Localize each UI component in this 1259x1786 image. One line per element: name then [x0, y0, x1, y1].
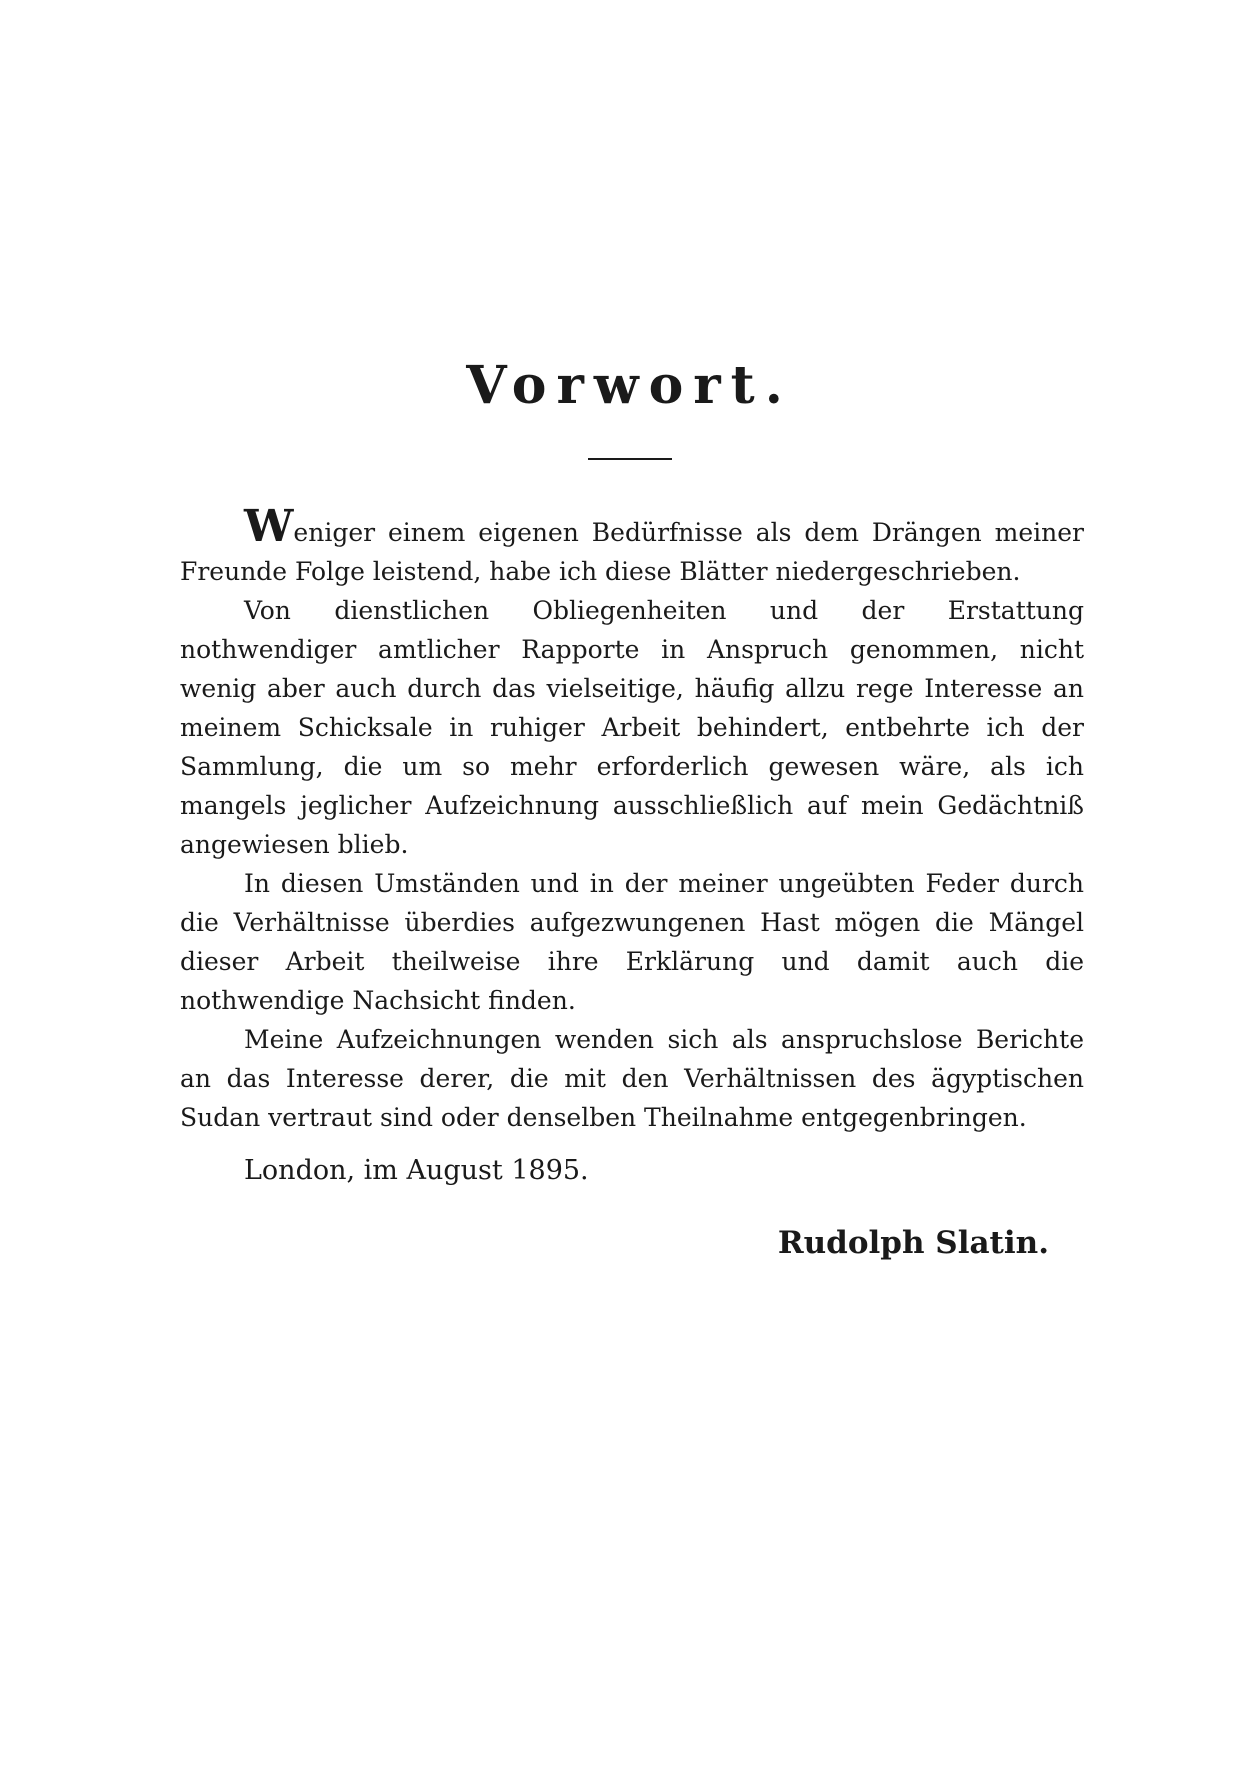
preface-body [180, 501, 1084, 1137]
title-divider [588, 458, 672, 460]
dateline: London, im August 1895. [244, 1155, 589, 1186]
page-title: Vorwort. [466, 355, 793, 416]
drop-cap-initial: W [244, 501, 294, 552]
paragraph-1-text: eniger einem eigenen Bedürfnisse als dem Drängen meiner Freunde Folge leistend, habe ich diese Blätter niedergeschrieben. [180, 518, 1084, 586]
paragraph-3: In diesen Umständen und in der meiner ungeübten Feder durch die Verhältnisse überdies aufgezwungenen Hast mögen die Mängel dieser Arbeit theilweise ihre Erklärung und damit auch die nothwendige Nachsicht finden. [180, 869, 1084, 1015]
author-signature: Rudolph Slatin. [777, 1225, 1049, 1261]
paragraph-4: Meine Aufzeichnungen wenden sich als anspruchslose Berichte an das Interesse derer, die mit den Verhältnissen des ägyptischen Sudan vertraut sind oder denselben Theilnahme entgegenbringen. [180, 1025, 1084, 1132]
paragraph-1 [180, 501, 1084, 591]
paragraph-2: Von dienstlichen Obliegenheiten und der Erstattung nothwendiger amtlicher Rapporte in Anspruch genommen, nicht wenig aber auch durch das vielseitige, häufig allzu rege Interesse an meinem Schicksale in ruhiger Arbeit behindert, entbehrte ich der Sammlung, die um so mehr erforderlich gewesen wäre, als ich mangels jeglicher Aufzeichnung ausschließlich auf mein Gedächtniß angewiesen blieb. [180, 596, 1084, 859]
